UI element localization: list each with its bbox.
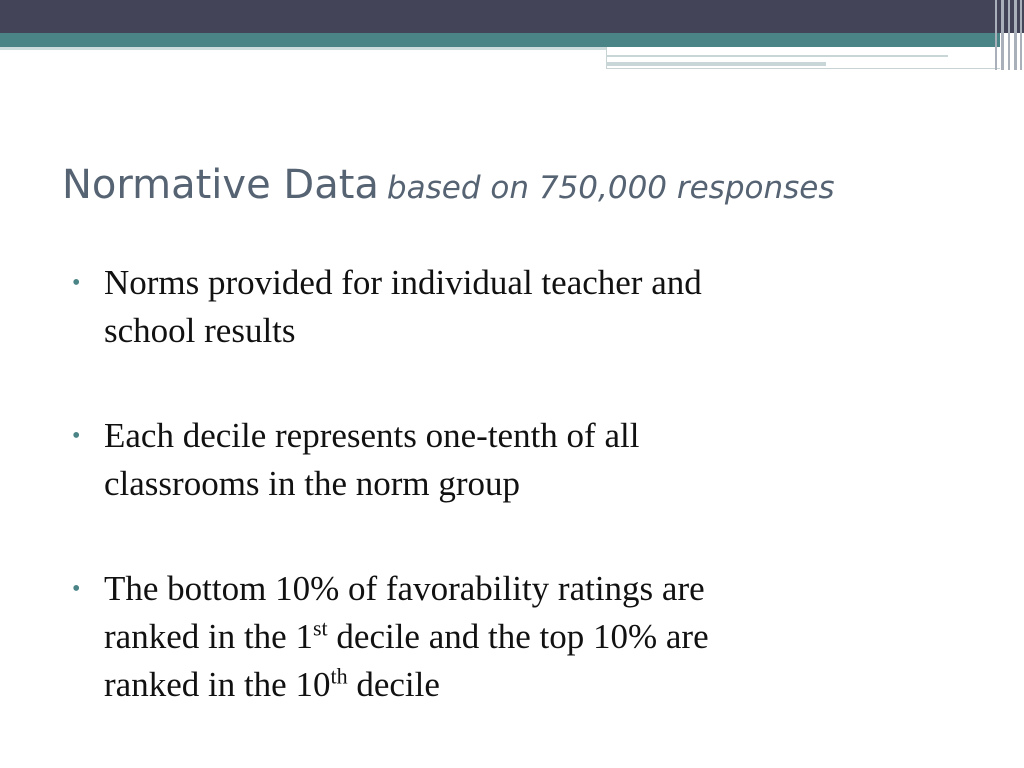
bullet-item: [72, 412, 952, 508]
header-dark-band: [0, 0, 1024, 33]
bullet-dot-icon: •: [72, 423, 81, 449]
header-teal-band: [0, 33, 1000, 47]
title-main: Normative Data: [62, 162, 379, 208]
bullet-list: [72, 259, 952, 766]
bullet-text-line: classrooms in the norm group: [104, 464, 521, 503]
header-edge-stripes: [992, 0, 1024, 70]
bullet-text-fragment: decile and the top 10% are: [327, 617, 709, 656]
bullet-text-fragment: ranked in the 10: [104, 665, 331, 704]
bullet-text-line: The bottom 10% of favorability ratings are: [104, 569, 705, 608]
bullet-text-line: Each decile represents one-tenth of all: [104, 416, 640, 455]
header-accent-line: [0, 47, 606, 50]
bullet-text-fragment: decile: [347, 665, 440, 704]
bullet-text-line: school results: [104, 311, 296, 350]
bullet-dot-icon: •: [72, 270, 81, 296]
header-step-line: [606, 62, 826, 66]
header-step-line: [606, 55, 948, 57]
ordinal-superscript: th: [330, 663, 348, 689]
title-subtitle: based on 750,000 responses: [386, 170, 835, 206]
slide-title: [62, 162, 1002, 208]
ordinal-superscript: st: [312, 615, 328, 641]
bullet-dot-icon: •: [72, 576, 81, 602]
bullet-item: [72, 565, 952, 709]
bullet-item: [72, 259, 952, 355]
bullet-text-fragment: ranked in the 1: [104, 617, 313, 656]
bullet-text-line: Norms provided for individual teacher and: [104, 263, 702, 302]
